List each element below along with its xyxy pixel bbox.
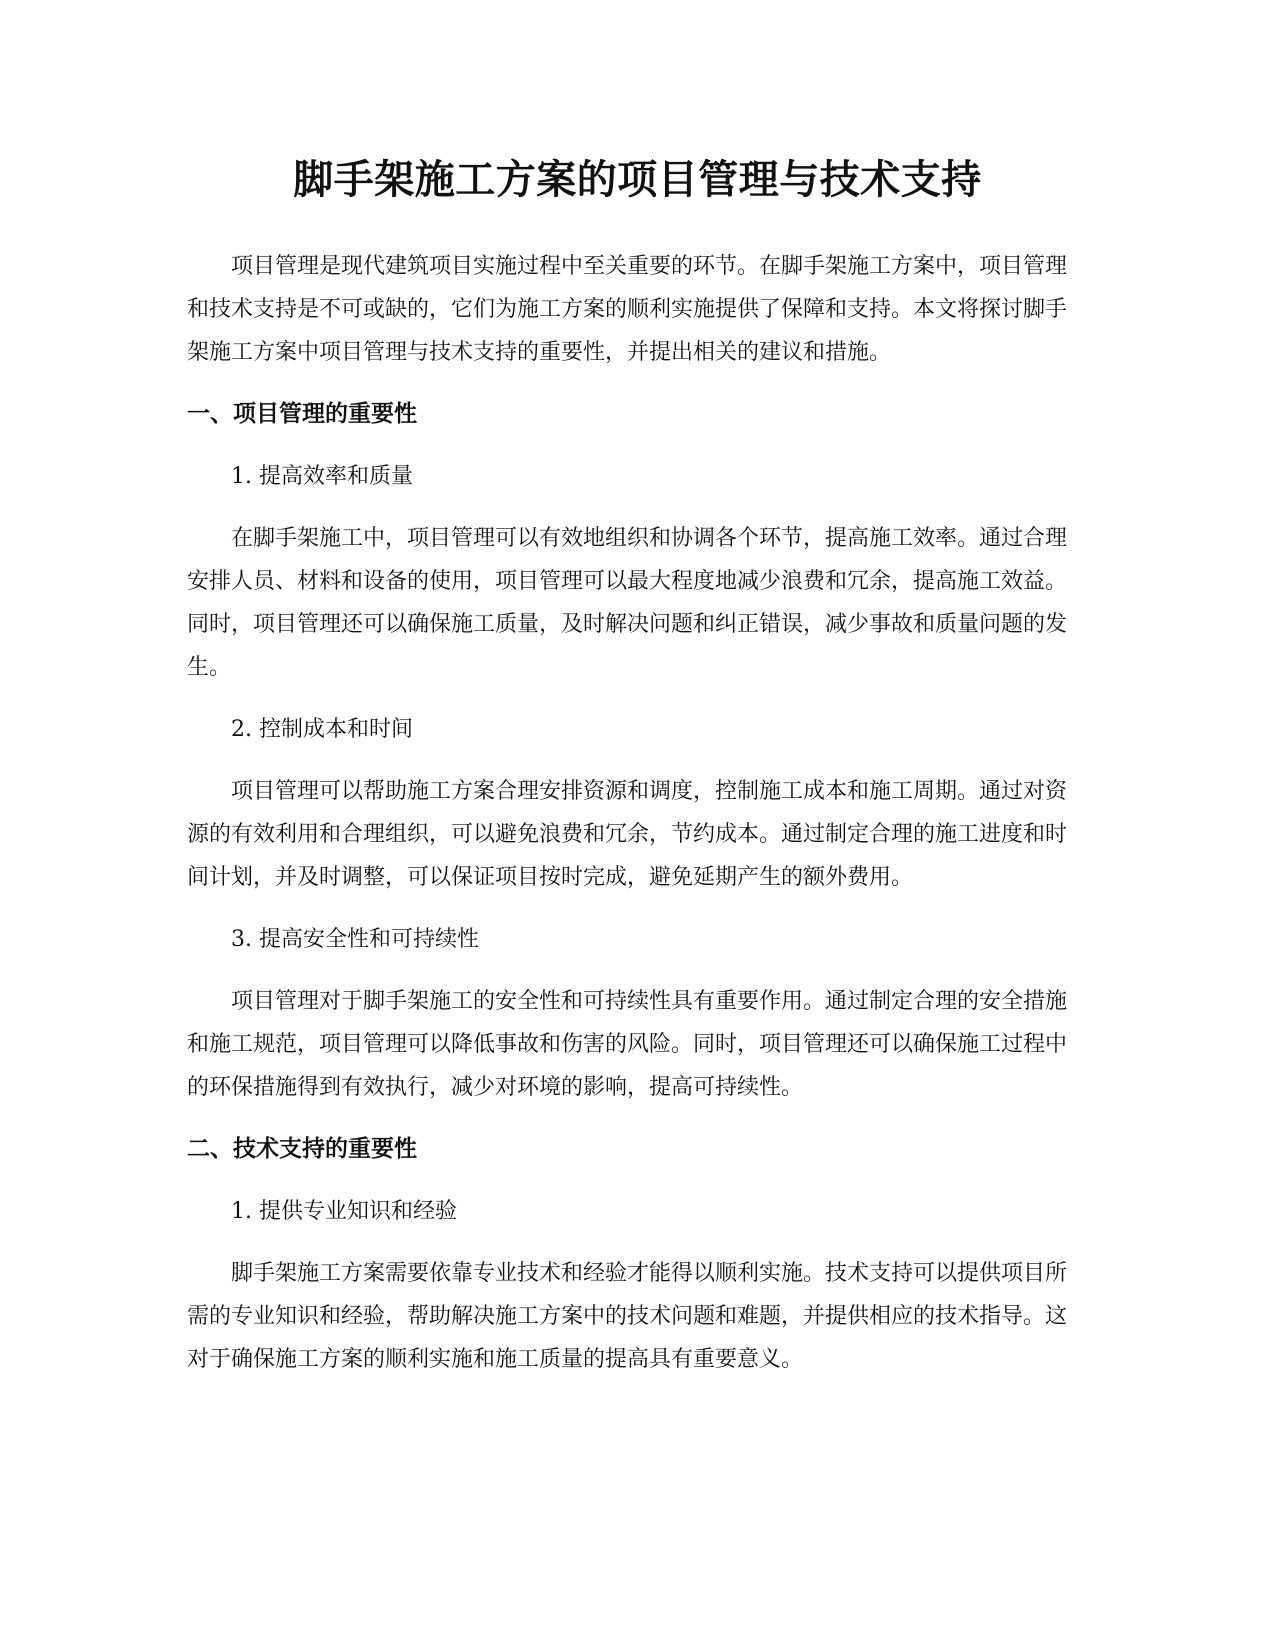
paragraph-safety-sustainability: 项目管理对于脚手架施工的安全性和可持续性具有重要作用。通过制定合理的安全措施和施工规范，项目管理可以降低事故和伤害的风险。同时，项目管理还可以确保施工过程中的环保措施得到有效执行，减少对环境的影响，提高可持续性。 [187, 989, 1068, 1100]
intro-paragraph: 项目管理是现代建筑项目实施过程中至关重要的环节。在脚手架施工方案中，项目管理和技术支持是不可或缺的，它们为施工方案的顺利实施提供了保障和支持。本文将探讨脚手架施工方案中项目管理与技术支持的重要性，并提出相关的建议和措施。 [187, 254, 1068, 365]
subsection-label-cost-time: 2. 控制成本和时间 [231, 717, 413, 742]
document-title: 脚手架施工方案的项目管理与技术支持 [293, 157, 982, 203]
subsection-label-safety-sustainability: 3. 提高安全性和可持续性 [231, 927, 479, 952]
paragraph-efficiency-quality: 在脚手架施工中，项目管理可以有效地组织和协调各个环节，提高施工效率。通过合理安排人员、材料和设备的使用，项目管理可以最大程度地减少浪费和冗余，提高施工效益。同时，项目管理还可以确保施工质量，及时解决问题和纠正错误，减少事故和质量问题的发生。 [187, 526, 1068, 680]
paragraph-expertise: 脚手架施工方案需要依靠专业技术和经验才能得以顺利实施。技术支持可以提供项目所需的专业知识和经验，帮助解决施工方案中的技术问题和难题，并提供相应的技术指导。这对于确保施工方案的顺利实施和施工质量的提高具有重要意义。 [187, 1261, 1068, 1372]
subsection-label-expertise: 1. 提供专业知识和经验 [231, 1199, 457, 1224]
document-body [187, 245, 1087, 1400]
subsection-label-efficiency-quality: 1. 提高效率和质量 [231, 464, 413, 489]
section-heading-technical-support: 二、技术支持的重要性 [187, 1136, 417, 1162]
paragraph-cost-time: 项目管理可以帮助施工方案合理安排资源和调度，控制施工成本和施工周期。通过对资源的有效利用和合理组织，可以避免浪费和冗余，节约成本。通过制定合理的施工进度和时间计划，并及时调整，可以保证项目按时完成，避免延期产生的额外费用。 [187, 779, 1068, 890]
section-heading-project-management: 一、项目管理的重要性 [187, 401, 417, 427]
